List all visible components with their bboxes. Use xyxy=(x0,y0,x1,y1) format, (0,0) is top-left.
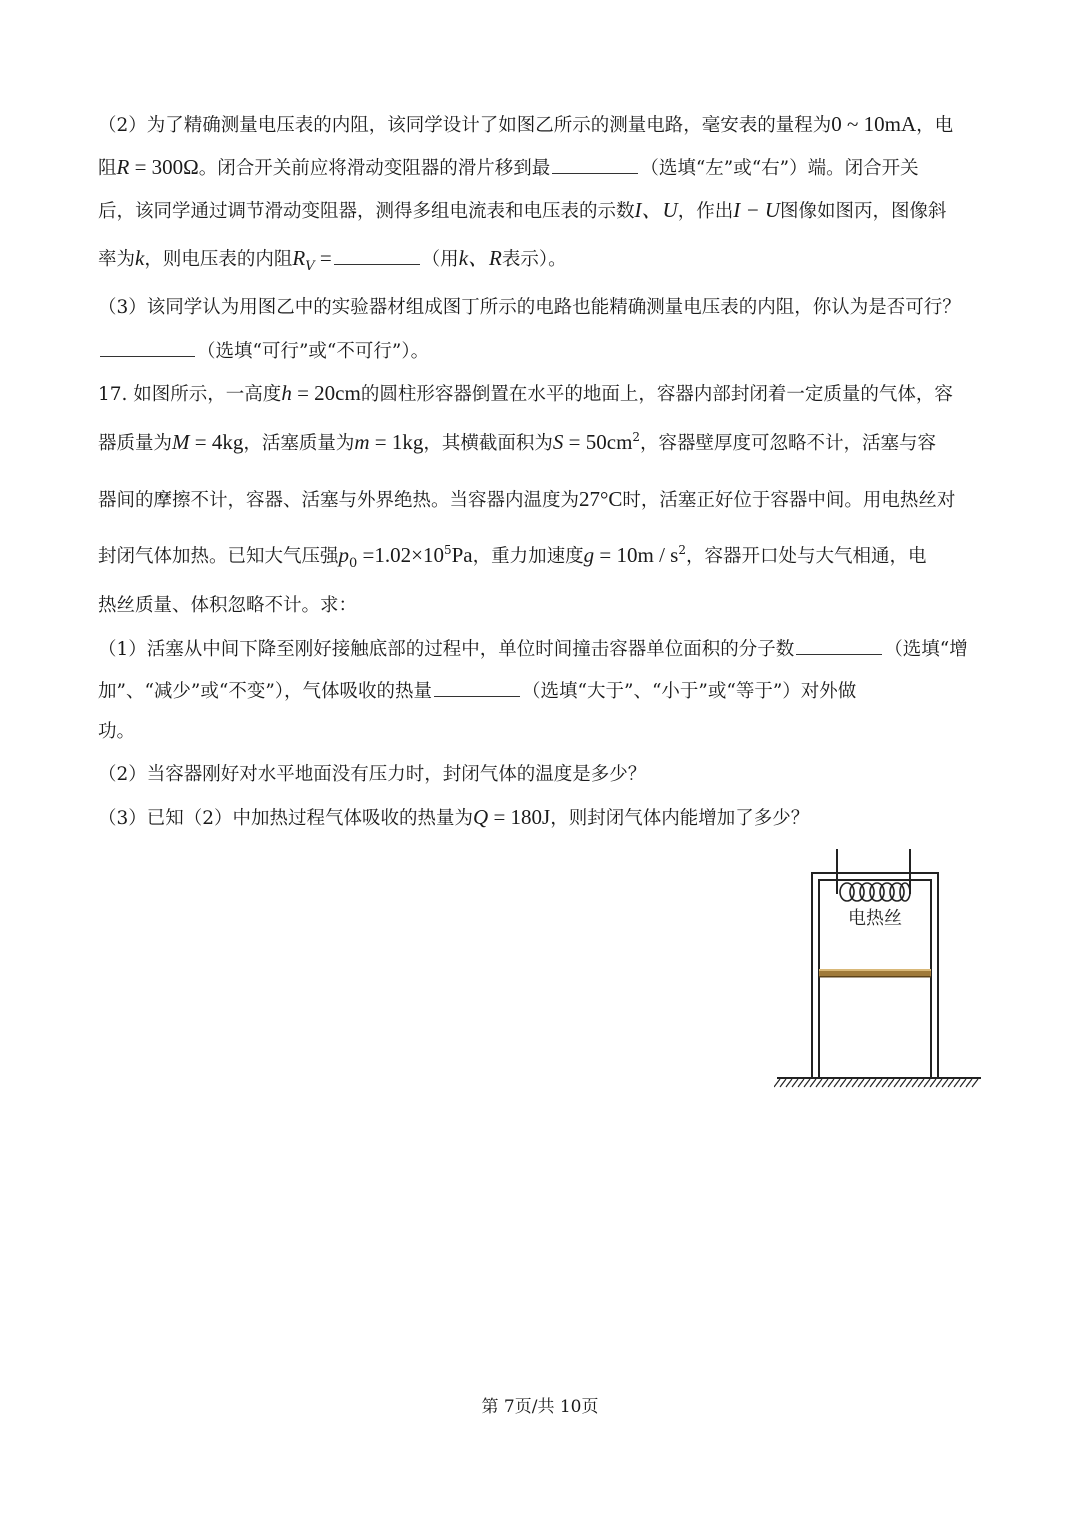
q17-s1-line3: 功。 xyxy=(98,721,136,742)
q16-p2-line1: （2）为了精确测量电压表的内阻，该同学设计了如图乙所示的测量电路，毫安表的量程为0 ~ 10mA，电 xyxy=(98,112,954,136)
ground-hatch-mark xyxy=(948,1079,954,1087)
ground-hatch-mark xyxy=(792,1079,798,1087)
ground-hatch-mark xyxy=(870,1079,876,1087)
ground-hatch-mark xyxy=(816,1079,822,1087)
q16-p3-line2: （选填“可行”或“不可行”）。 xyxy=(98,338,988,364)
ground-hatch-mark xyxy=(912,1079,918,1087)
ground-hatch-mark xyxy=(894,1079,900,1087)
ground-hatch-mark xyxy=(876,1079,882,1087)
ammeter-range: 0 ~ 10mA xyxy=(831,112,917,136)
q17-line5: 热丝质量、体积忽略不计。求： xyxy=(98,595,358,616)
ground-hatch-mark xyxy=(798,1079,804,1087)
q16-p3-line1: （3）该同学认为用图乙中的实验器材组成图丁所示的电路也能精确测量电压表的内阻，你认为是否可行？ xyxy=(98,297,961,318)
q17-line4: 封闭气体加热。已知大气压强$p_0 =1.02\times 10^5Pa$，重力加速度$g = 10m / s^2$，容器开口处与大气相通，电 xyxy=(98,543,927,571)
ground-hatch-mark xyxy=(834,1079,840,1087)
ground-hatch-mark xyxy=(966,1079,972,1087)
q17-s1-line2: 加”、“减少”或“不变”），气体吸收的热量 （选填“大于”、“小于”或“等于”）对外做 xyxy=(98,678,988,704)
answer-blank-feasible[interactable] xyxy=(100,338,195,357)
ground-hatch-mark xyxy=(858,1079,864,1087)
q17-line3: 器间的摩擦不计，容器、活塞与外界绝热。当容器内温度为27°C时，活塞正好位于容器中间。用电热丝对 xyxy=(98,487,956,511)
q17-line1: 17. 如图所示，一高度h = 20cm的圆柱形容器倒置在水平的地面上，容器内部封闭着一定质量的气体，容 xyxy=(98,381,953,405)
ground-hatch-mark xyxy=(852,1079,858,1087)
heater-coil xyxy=(840,883,910,901)
ground-hatch-mark xyxy=(882,1079,888,1087)
ground-hatch-mark xyxy=(972,1079,978,1087)
answer-blank-heat[interactable] xyxy=(434,678,520,697)
answer-blank-direction[interactable] xyxy=(552,155,638,174)
piston-highlight xyxy=(819,969,931,971)
ground-hatch-mark xyxy=(918,1079,924,1087)
piston-shadow xyxy=(819,976,931,978)
ground-hatch-mark xyxy=(810,1079,816,1087)
ground-hatch-mark xyxy=(888,1079,894,1087)
ground-hatch-mark xyxy=(936,1079,942,1087)
ground-hatch-mark xyxy=(954,1079,960,1087)
ground-hatch-mark xyxy=(942,1079,948,1087)
ground-hatch-mark xyxy=(906,1079,912,1087)
ground-hatch-mark xyxy=(960,1079,966,1087)
ground-hatch-mark xyxy=(846,1079,852,1087)
q16-p2-line3: 后，该同学通过调节滑动变阻器，测得多组电流表和电压表的示数I、U，作出I − U图像如图丙，图像斜 xyxy=(98,198,947,222)
q16-p2-line4: 率为k，则电压表的内阻$R_V$ = （用k、R表示）。 xyxy=(98,246,567,274)
q17-line2: 器质量为M = 4kg，活塞质量为m = 1kg，其横截面积为$S = 50cm^2$，容器壁厚度可忽略不计，活塞与容 xyxy=(98,430,937,454)
answer-blank-molecules[interactable] xyxy=(796,636,882,655)
q17-s1-line1: （1）活塞从中间下降至刚好接触底部的过程中，单位时间撞击容器单位面积的分子数 （选填“增 xyxy=(98,636,988,662)
ground-hatch-mark xyxy=(840,1079,846,1087)
q17-s2: （2）当容器刚好对水平地面没有压力时，封闭气体的温度是多少？ xyxy=(98,764,647,785)
container-figure xyxy=(774,846,984,1096)
ground-hatch-mark xyxy=(900,1079,906,1087)
ground-hatch-mark xyxy=(864,1079,870,1087)
q16-p2-line2: 阻R = 300Ω。闭合开关前应将滑动变阻器的滑片移到最 （选填“左”或“右”）端。闭合开关 xyxy=(98,155,919,179)
answer-blank-rv[interactable] xyxy=(334,246,420,265)
ground-hatch-mark xyxy=(786,1079,792,1087)
ground-hatch-mark xyxy=(822,1079,828,1087)
q17-s3: （3）已知（2）中加热过程气体吸收的热量为Q = 180J，则封闭气体内能增加了多少？ xyxy=(98,805,810,829)
container-diagram xyxy=(774,846,984,1096)
ground-hatch-mark xyxy=(804,1079,810,1087)
ground-hatch-mark xyxy=(780,1079,786,1087)
ground-hatch-mark xyxy=(930,1079,936,1087)
ground-hatch-mark xyxy=(828,1079,834,1087)
ground-hatch-mark xyxy=(774,1079,780,1087)
ground-hatch xyxy=(774,1079,978,1087)
page-number: 第 7页/共 10页 xyxy=(481,1397,599,1417)
ground-hatch-mark xyxy=(924,1079,930,1087)
heater-label: 电热丝 xyxy=(848,908,902,929)
